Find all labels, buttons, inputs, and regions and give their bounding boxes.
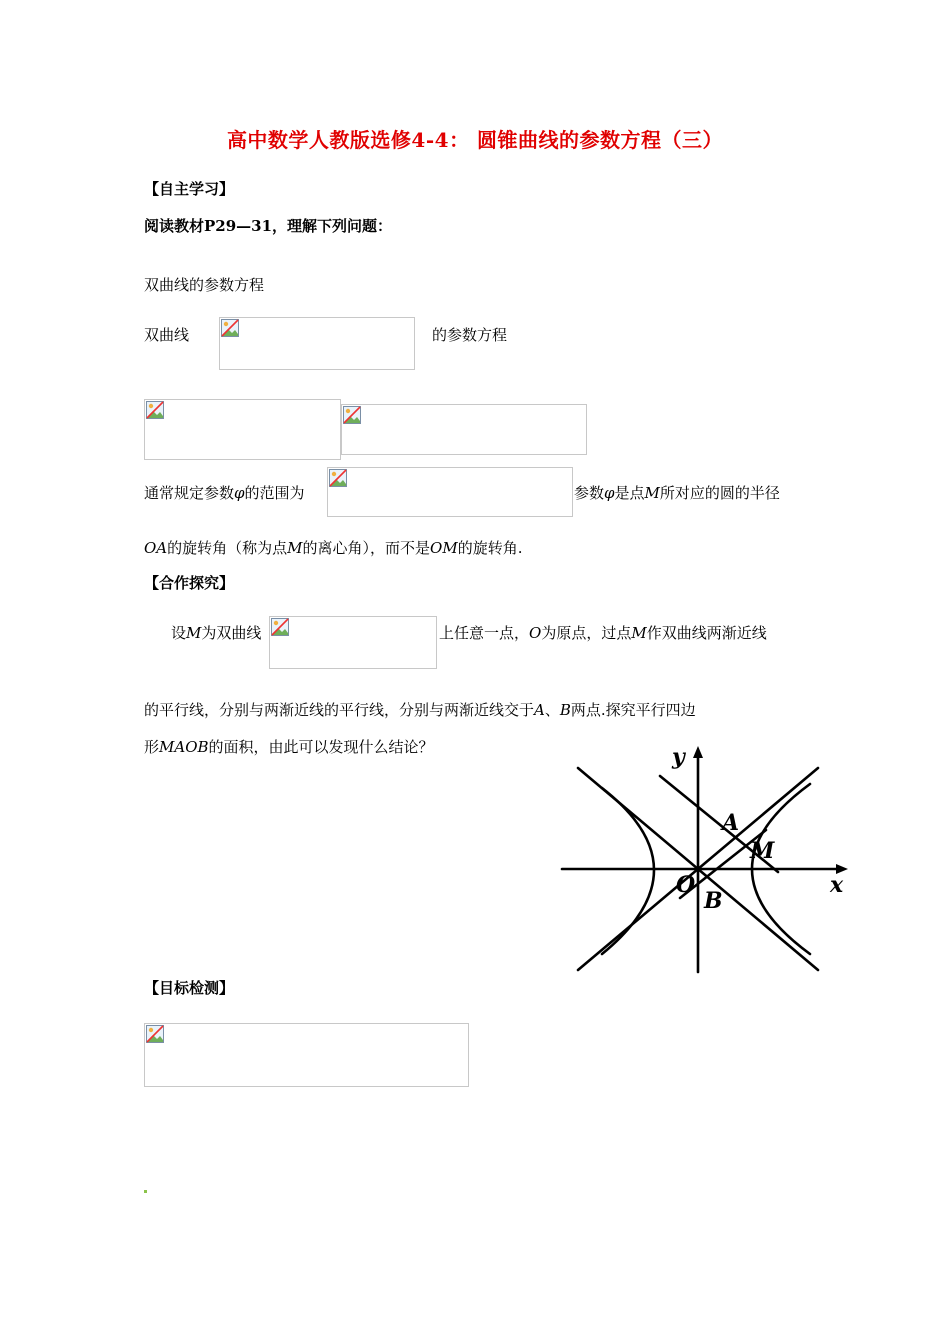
broken-image-icon bbox=[343, 406, 361, 424]
formula-image-phi-range bbox=[327, 467, 573, 517]
formula-image-param-equation-2 bbox=[341, 404, 587, 455]
section-heading-explore: 【合作探究】 bbox=[144, 574, 235, 592]
explore-sentence-2 bbox=[144, 699, 696, 720]
reading-instruction: 阅读教材P29—31，理解下列问题： bbox=[144, 217, 393, 235]
hyperbola-diagram bbox=[556, 740, 852, 980]
label-B: B bbox=[704, 888, 723, 914]
segment-OM: OM bbox=[430, 539, 458, 557]
explore-sentence-1a bbox=[171, 622, 261, 643]
section-heading-self-study: 【自主学习】 bbox=[144, 180, 235, 198]
broken-image-icon bbox=[271, 618, 289, 636]
section-heading-goal-test: 【目标检测】 bbox=[144, 979, 235, 997]
param-equation-label: 的参数方程 bbox=[432, 326, 508, 344]
text-span: 设 bbox=[171, 624, 187, 642]
explore-sentence-1b bbox=[439, 622, 767, 643]
eccentric-angle-sentence bbox=[144, 537, 522, 558]
point-M: M bbox=[631, 624, 647, 642]
formula-image-param-equation-1 bbox=[144, 399, 341, 460]
segment-OA: OA bbox=[144, 539, 168, 557]
text-span: 的旋转角（称为点 bbox=[167, 539, 288, 557]
text-span: 形 bbox=[144, 738, 160, 756]
text-span: 的范围为 bbox=[244, 484, 305, 502]
explore-sentence-3 bbox=[144, 736, 434, 757]
label-x: x bbox=[830, 872, 844, 898]
hyperbola-label: 双曲线 bbox=[144, 326, 190, 344]
broken-image-icon bbox=[146, 401, 164, 419]
broken-image-icon bbox=[221, 319, 239, 337]
text-span: 通常规定参数 bbox=[144, 484, 235, 502]
topic-line: 双曲线的参数方程 bbox=[144, 276, 265, 294]
point-M: M bbox=[287, 539, 303, 557]
text-span: 的旋转角. bbox=[457, 539, 523, 557]
page-title: 高中数学人教版选修4-4： 圆锥曲线的参数方程（三） bbox=[226, 128, 724, 152]
broken-image-icon bbox=[329, 469, 347, 487]
stray-dot bbox=[144, 1190, 147, 1193]
point-O: O bbox=[529, 624, 542, 642]
label-y: y bbox=[672, 744, 685, 770]
formula-image-exercise bbox=[144, 1023, 469, 1087]
text-span: 所对应的圆的半径 bbox=[659, 484, 780, 502]
point-A: A bbox=[534, 701, 545, 719]
text-span: 的离心角），而不是 bbox=[302, 539, 431, 557]
phi-symbol: φ bbox=[234, 484, 245, 502]
text-span: 作双曲线两渐近线 bbox=[646, 624, 767, 642]
text-span: 、 bbox=[544, 701, 560, 719]
y-axis-arrow bbox=[693, 746, 703, 758]
parallelogram-MAOB: MAOB bbox=[159, 738, 209, 756]
label-A: A bbox=[722, 810, 740, 836]
text-span: 为双曲线 bbox=[201, 624, 262, 642]
point-M: M bbox=[644, 484, 660, 502]
param-meaning-sentence bbox=[574, 482, 780, 503]
param-range-sentence bbox=[144, 482, 305, 503]
formula-image-hyperbola-2 bbox=[269, 616, 437, 669]
text-span: 两点.探究平行四边 bbox=[570, 701, 696, 719]
broken-image-icon bbox=[146, 1025, 164, 1043]
text-span: 上任意一点， bbox=[439, 624, 530, 642]
point-M: M bbox=[186, 624, 202, 642]
phi-symbol: φ bbox=[604, 484, 615, 502]
formula-image-hyperbola-equation bbox=[219, 317, 415, 370]
label-O: O bbox=[676, 872, 696, 898]
text-span: 的面积，由此可以发现什么结论？ bbox=[208, 738, 434, 756]
point-B: B bbox=[559, 701, 571, 719]
hyperbola-left-branch bbox=[602, 788, 654, 954]
label-M: M bbox=[750, 838, 775, 864]
text-span: 为原点，过点 bbox=[541, 624, 632, 642]
text-span: 是点 bbox=[614, 484, 645, 502]
text-span: 参数 bbox=[574, 484, 605, 502]
text-span: 的平行线，分别与两渐近线的平行线，分别与两渐近线交于 bbox=[144, 701, 535, 719]
